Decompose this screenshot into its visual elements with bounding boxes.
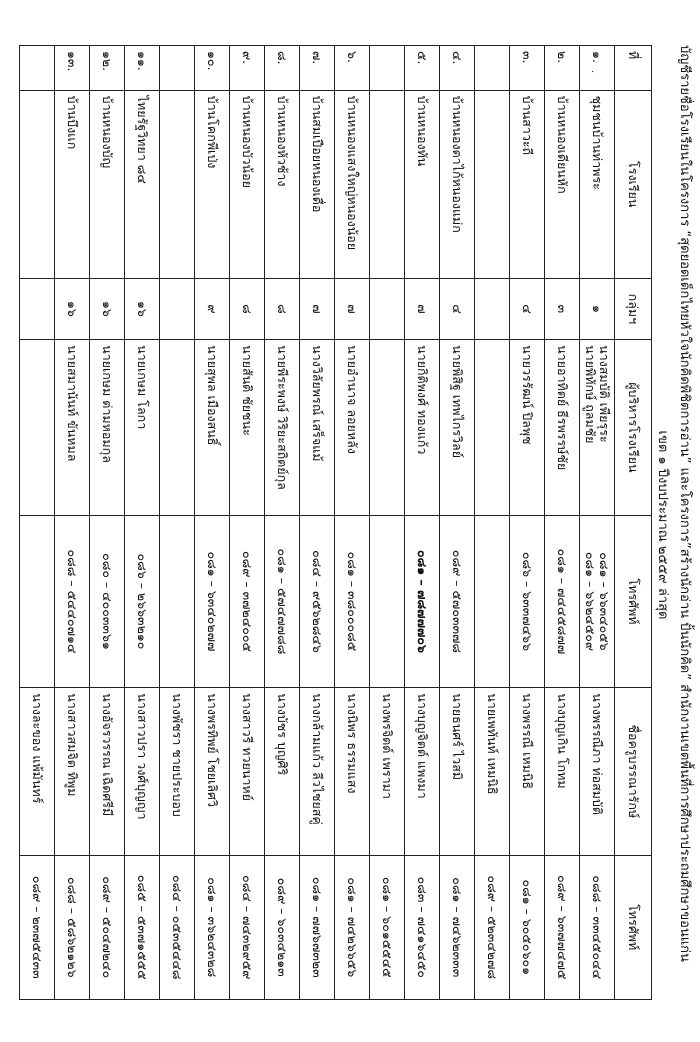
header-group: กลุ่มฯ	[615, 278, 652, 339]
cell-director-line: นายกิติพงศ์ ทองแก้ว	[415, 345, 430, 455]
cell-director	[440, 340, 475, 516]
cell-phone-line: ๐๘๖ – ๒๖๖๓๒๑๐	[135, 553, 150, 650]
cell-group	[370, 278, 405, 339]
cell-director-line: นายสมานันท์ ขันหมล	[65, 345, 80, 462]
cell-phone-line: ๐๘๑ – ๗๔๔๕๘๗๗	[555, 548, 570, 655]
cell-no	[20, 46, 55, 91]
cell-director	[90, 340, 125, 516]
table-body	[20, 46, 615, 1000]
cell-phone	[510, 515, 545, 688]
cell-no	[370, 46, 405, 91]
cell-school: บ้านหนองทัน	[405, 90, 440, 278]
cell-director-line: นายอาทิตย์ ธีรพรรษ์ชัย	[555, 345, 570, 471]
table-row	[90, 46, 125, 1000]
cell-phone-line: ๐๘๑ – ๓๘๐๐๐๘๕	[345, 551, 360, 652]
cell-school	[160, 90, 195, 278]
cell-phone-line: ๐๘๖ – ๖๓๓๗๔๖๖	[520, 551, 535, 652]
header-teacher-phone: โทรศัพท์	[615, 855, 652, 999]
cell-school: ไทยรัฐวิทยา ๘๔	[125, 90, 160, 278]
cell-no: ๑๑.	[125, 46, 160, 91]
cell-no: ๑๓.	[55, 46, 90, 91]
table-row	[20, 46, 55, 1000]
cell-teacher-phone: ๐๘๘ – ๕๘๖๒๑๒๖	[55, 855, 90, 999]
cell-group	[475, 278, 510, 339]
table-row	[265, 46, 300, 1000]
cell-director	[405, 340, 440, 516]
table-row	[55, 46, 90, 1000]
cell-no: ๒.	[545, 46, 580, 91]
cell-teacher-phone: ๐๘๘ – ๓๓๔๕๐๔๔	[580, 855, 615, 999]
cell-group: ๓	[545, 278, 580, 339]
cell-teacher-phone: ๐๘๔ – ๐๕๓๕๔๔๘	[160, 855, 195, 999]
cell-group: ๑๖	[90, 278, 125, 339]
document-title: บัญชีรายชื่อโรงเรียนในโครงการ “สุดยอดเด็กไทยหัวใจนักคิดพิชิตการอ่าน” และโครงการ”สร้างนักอ่าน ปั้นนักคิด” สำนักงานเขตพื้นที่การศึกษาประถมศึกษาขอนแก่น	[677, 45, 692, 962]
cell-teacher: นางพรรณีภา ท่อสมบัติ	[580, 688, 615, 855]
table-row	[440, 46, 475, 1000]
cell-phone	[265, 515, 300, 688]
cell-phone	[475, 515, 510, 688]
cell-phone	[90, 515, 125, 688]
cell-director-line: นางสมบัติ เพียรุระ	[597, 345, 612, 443]
cell-teacher-phone: ๐๘๙ – ๖๐๓๔๒๑๓	[265, 855, 300, 999]
cell-director	[370, 340, 405, 516]
cell-director-line: นายพิสิฐ เทพไกรวิลย์	[450, 345, 465, 459]
cell-teacher: นางละของ แพ้มันทร์	[20, 688, 55, 855]
cell-phone	[195, 515, 230, 688]
cell-teacher-phone: ๐๘๑ – ๗๗๖๗๓๒๓	[300, 855, 335, 999]
cell-teacher-phone: ๐๘๙ – ๕๒๓๔๒๗๘	[475, 855, 510, 999]
cell-group: ๑	[580, 278, 615, 339]
cell-phone-line: ๐๘๔ – ๙๕๖๒๘๔๖	[310, 550, 325, 653]
cell-teacher-phone: ๐๘๑ – ๖๐๕๐๖๐๑	[510, 855, 545, 999]
cell-no: ๓.	[510, 46, 545, 91]
cell-school	[20, 90, 55, 278]
document-subtitle: เขต ๑ ปีงบประมาณ ๒๕๕๙ ล่าสุด	[655, 430, 670, 620]
cell-teacher: นางสาวปรา วงศ์บุญญา	[125, 688, 160, 855]
header-phone: โทรศัพท์	[615, 515, 652, 688]
cell-director	[510, 340, 545, 516]
cell-director	[475, 340, 510, 516]
table-row	[510, 46, 545, 1000]
cell-teacher: นางพัชรา ชายประบอบ	[160, 688, 195, 855]
cell-phone	[160, 515, 195, 688]
cell-director-line: นายเกษม ต่ามหอมกุล	[100, 345, 115, 463]
cell-director	[160, 340, 195, 516]
cell-no: ๗.	[300, 46, 335, 91]
cell-group: ๗	[405, 278, 440, 339]
cell-phone	[125, 515, 160, 688]
header-director: ผู้บริหารโรงเรียน	[615, 340, 652, 516]
cell-no: ๘.	[265, 46, 300, 91]
cell-no: ๖.	[335, 46, 370, 91]
cell-teacher: นางนิพร ธรรมแสง	[335, 688, 370, 855]
cell-phone	[300, 515, 335, 688]
cell-no: ๙.	[230, 46, 265, 91]
cell-teacher-phone: ๐๘๑ – ๗๔๖๒๓๓๓	[440, 855, 475, 999]
table-row	[370, 46, 405, 1000]
cell-director	[230, 340, 265, 516]
cell-group: ๙	[195, 278, 230, 339]
cell-phone	[230, 515, 265, 688]
table-header-row	[615, 46, 652, 1000]
cell-school: บ้านหนองเดียนหัก	[545, 90, 580, 278]
cell-teacher-phone: ๐๘๑ – ๗๔๒๖๖๕๖	[335, 855, 370, 999]
cell-director	[195, 340, 230, 516]
cell-school	[475, 90, 510, 278]
cell-phone	[370, 515, 405, 688]
cell-phone-line: ๐๘๑ – ๕๗๔๗๗๘๘	[275, 548, 290, 655]
cell-phone	[440, 515, 475, 688]
cell-school: ชุมชนบ้านท่าพระ	[580, 90, 615, 278]
cell-teacher: นางสาวสมจิต ทิพูม	[55, 688, 90, 855]
table-row	[475, 46, 510, 1000]
cell-school: บ้านโคกพีเป่ง	[195, 90, 230, 278]
cell-phone	[545, 515, 580, 688]
cell-group: ๘	[265, 278, 300, 339]
cell-group	[20, 278, 55, 339]
cell-phone	[580, 515, 615, 688]
cell-no: ๑๐.	[195, 46, 230, 91]
cell-group	[160, 278, 195, 339]
cell-no: ๑.	[580, 46, 615, 91]
cell-phone	[405, 515, 440, 688]
cell-teacher-phone: ๐๘๙ – ๒๓๗๕๔๓๓	[20, 855, 55, 999]
cell-teacher-phone: ๐๘๕ – ๕๓๗๑๕๕๕	[125, 855, 160, 999]
cell-director	[55, 340, 90, 516]
cell-school: บ้านหนองบัวน้อย	[230, 90, 265, 278]
cell-group: ๑๖	[55, 278, 90, 339]
cell-phone	[335, 515, 370, 688]
cell-director-line: นายสันติ ชัยชนะ	[240, 345, 255, 436]
header-no: ที่	[615, 46, 652, 91]
table-row	[335, 46, 370, 1000]
header-school: โรงเรียน	[615, 90, 652, 278]
cell-teacher: นางบุญจิตต์ แพงมา	[405, 688, 440, 855]
school-table	[19, 45, 652, 1000]
cell-group: ๗	[300, 278, 335, 339]
cell-teacher: นางพรรณี เหมนิธิ	[510, 688, 545, 855]
cell-group: ๑๖	[125, 278, 160, 339]
cell-phone	[55, 515, 90, 688]
cell-school: บ้านหนองตาไก้หนองแม่ก	[440, 90, 475, 278]
cell-school: บ้านบึงเเก	[55, 90, 90, 278]
cell-director-line: นายเกษม โลกา	[135, 345, 150, 430]
cell-no: ๔.	[440, 46, 475, 91]
header-teacher: ชื่อครูบรรณารักษ์	[615, 688, 652, 855]
cell-teacher-phone: ๐๘๙ – ๕๐๔๗๒๔๐	[90, 855, 125, 999]
table-row	[195, 46, 230, 1000]
cell-phone-line: ๐๘๐ – ๔๐๐๓๓๖๑	[100, 553, 115, 650]
cell-teacher-phone: ๐๘๑ – ๖๐๑๕๕๔๕	[370, 855, 405, 999]
cell-director	[580, 340, 615, 516]
cell-teacher: นางบุญเกิน โกทม	[545, 688, 580, 855]
cell-teacher-phone: ๐๘๑ – ๓๖๒๔๓๒๘	[195, 855, 230, 999]
cell-teacher: นางสาวรี ทวยนาหย์	[230, 688, 265, 855]
table-row	[160, 46, 195, 1000]
cell-director	[125, 340, 160, 516]
cell-no: ๑๒.	[90, 46, 125, 91]
cell-director-line: นายพีระพงษ์ วิริยะสถิตย์กุล	[275, 345, 290, 490]
cell-director-line: นายวรรัฒน์ ปิลพุช	[520, 345, 535, 445]
cell-teacher: นางกล้ามแก้ว ลีวไชยสคู่	[300, 688, 335, 855]
cell-director	[335, 340, 370, 516]
cell-phone-line: ๐๘๙ – ๓๗๒๔๐๐๕	[240, 550, 255, 652]
cell-director	[265, 340, 300, 516]
cell-group: ๗	[335, 278, 370, 339]
cell-school: บ้านสมเปือยหนองเดื่อ	[300, 90, 335, 278]
cell-phone-line: ๐๘๘ – ๕๔๔๐๗๑๔	[65, 549, 80, 654]
cell-school: บ้านสาวะถี	[510, 90, 545, 278]
cell-phone-line: ๐๘๙ – ๕๗๐๓๓๗๘	[450, 549, 465, 654]
table-row	[405, 46, 440, 1000]
table-row	[230, 46, 265, 1000]
stray-mark: .	[589, 70, 600, 74]
cell-phone	[20, 515, 55, 688]
cell-phone-line: ๐๘๑ – ๖๓๔๐๒๗๗	[205, 551, 220, 652]
cell-director-line: นางวิลัยพรณ์ เสร็จแม้	[310, 345, 325, 462]
cell-school: บ้านหนองแสงใหญ่หนองน้อย	[335, 90, 370, 278]
cell-no	[160, 46, 195, 91]
cell-teacher: นางบัชร บุญศิริ	[265, 688, 300, 855]
cell-director	[545, 340, 580, 516]
cell-no: ๕.	[405, 46, 440, 91]
cell-group: ๘	[230, 278, 265, 339]
cell-director-line: นายอำนาจ ลอยหลัง	[345, 345, 360, 454]
cell-no	[475, 46, 510, 91]
cell-teacher: นางอัจรวรรณ เฉิดศรีมี	[90, 688, 125, 855]
cell-teacher-phone: ๐๘๙ – ๖๓๗๗๔๗๕	[545, 855, 580, 999]
cell-director	[300, 340, 335, 516]
cell-phone-line: ๐๘๑ – ๖๖๓๔๐๕๖	[597, 552, 612, 651]
cell-phone-line: ๐๘๑ – ๖๖๒๔๕๐๙	[583, 551, 598, 652]
cell-group: ๔	[440, 278, 475, 339]
table-row	[125, 46, 160, 1000]
table-row	[545, 46, 580, 1000]
cell-teacher: นายธนศร์ ไวสมิ	[440, 688, 475, 855]
cell-school: บ้านหนองหัวช้าง	[265, 90, 300, 278]
cell-teacher-phone: ๐๘๓ – ๗๔๑๖๔๕๐	[405, 855, 440, 999]
cell-phone-line: ๐๘๑ – ๗๘๗๗๗๐๖	[415, 549, 430, 653]
cell-school	[370, 90, 405, 278]
table-row	[580, 46, 615, 1000]
cell-teacher-phone: ๐๘๔ – ๗๔๓๒๙๕๙	[230, 855, 265, 999]
cell-director-line: นายพิทักษ์ ถูลมชัย	[583, 345, 598, 444]
cell-group: ๔	[510, 278, 545, 339]
cell-school: บ้านหนองบัญ	[90, 90, 125, 278]
cell-teacher: นางพรทิพย์ โชยเลิศวิ	[195, 688, 230, 855]
cell-director	[20, 340, 55, 516]
cell-teacher: นายเพทันท์ เหมนิธิ	[475, 688, 510, 855]
cell-director-line: นายสุพล เมืองสนธิ์	[205, 345, 220, 446]
cell-teacher: นางพรจิตต์ เพรามา	[370, 688, 405, 855]
table-row	[300, 46, 335, 1000]
